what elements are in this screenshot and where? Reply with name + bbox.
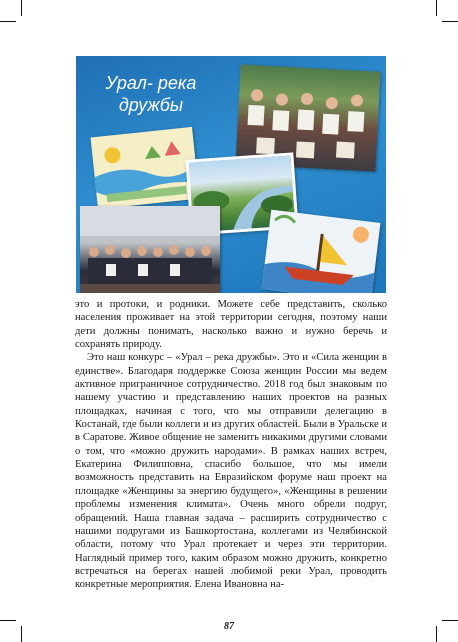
crop-mark-top-right-h: [442, 21, 458, 22]
page-number: 87: [224, 621, 234, 632]
crop-mark-top-right: [436, 0, 437, 16]
collage-title: [86, 72, 216, 116]
crop-mark-top-left-h: [0, 21, 16, 22]
photo-collage: [76, 56, 386, 293]
collage-title-line2: дружбы: [118, 95, 184, 115]
group-photo-event: [80, 206, 220, 293]
paragraph-1: это и протоки, и родники. Можете себе представить, сколько населения проживает на этой территории сегодня, поэтому наши дети должны понимать, насколько важно и нужно беречь и сохранять природу.: [75, 299, 387, 351]
child-drawing-river: [91, 127, 200, 209]
crop-mark-top-left: [21, 0, 22, 16]
body-text: [75, 298, 387, 592]
child-drawing-boat: [262, 210, 381, 293]
collage-title-line1: Урал- река: [105, 73, 197, 93]
paragraph-2: Это наш конкурс – «Урал – река дружбы». Это и «Сила женщин в единстве». Благодаря поддержке Союза женщин России мы ведем активное приграничное сотрудничество. 2018 год был знаковым по нашему участию и представлению наших проектов на разных площадках, начиная с того, что мы отправили делегацию в Костанай, где были коллеги и из других областей. Были в Уральске и в Саратове. Живое общение не заменить никакими другими словами о том, что «можно дружить народами». В рамках наших встреч, Екатерина Филипповна, спасибо большое, что мы имели возможность представить на Евразийском форуме наш проект на площадке «Женщины за энергию будущего», «Женщины в решении проблемы изменения климата». Очень много обрели подруг, обращений. Наша главная задача – расширить сотрудничество с нашими подругами из Башкортостана, коллегами из Челябинской области, потому что Урал протекает и через эти территории. Наглядный пример того, каким образом можно дружить, конкретно встречаться на берегах нашей любимой реки Урал, проводить конкретные мероприятия. Елена Ивановна на-: [75, 352, 387, 591]
